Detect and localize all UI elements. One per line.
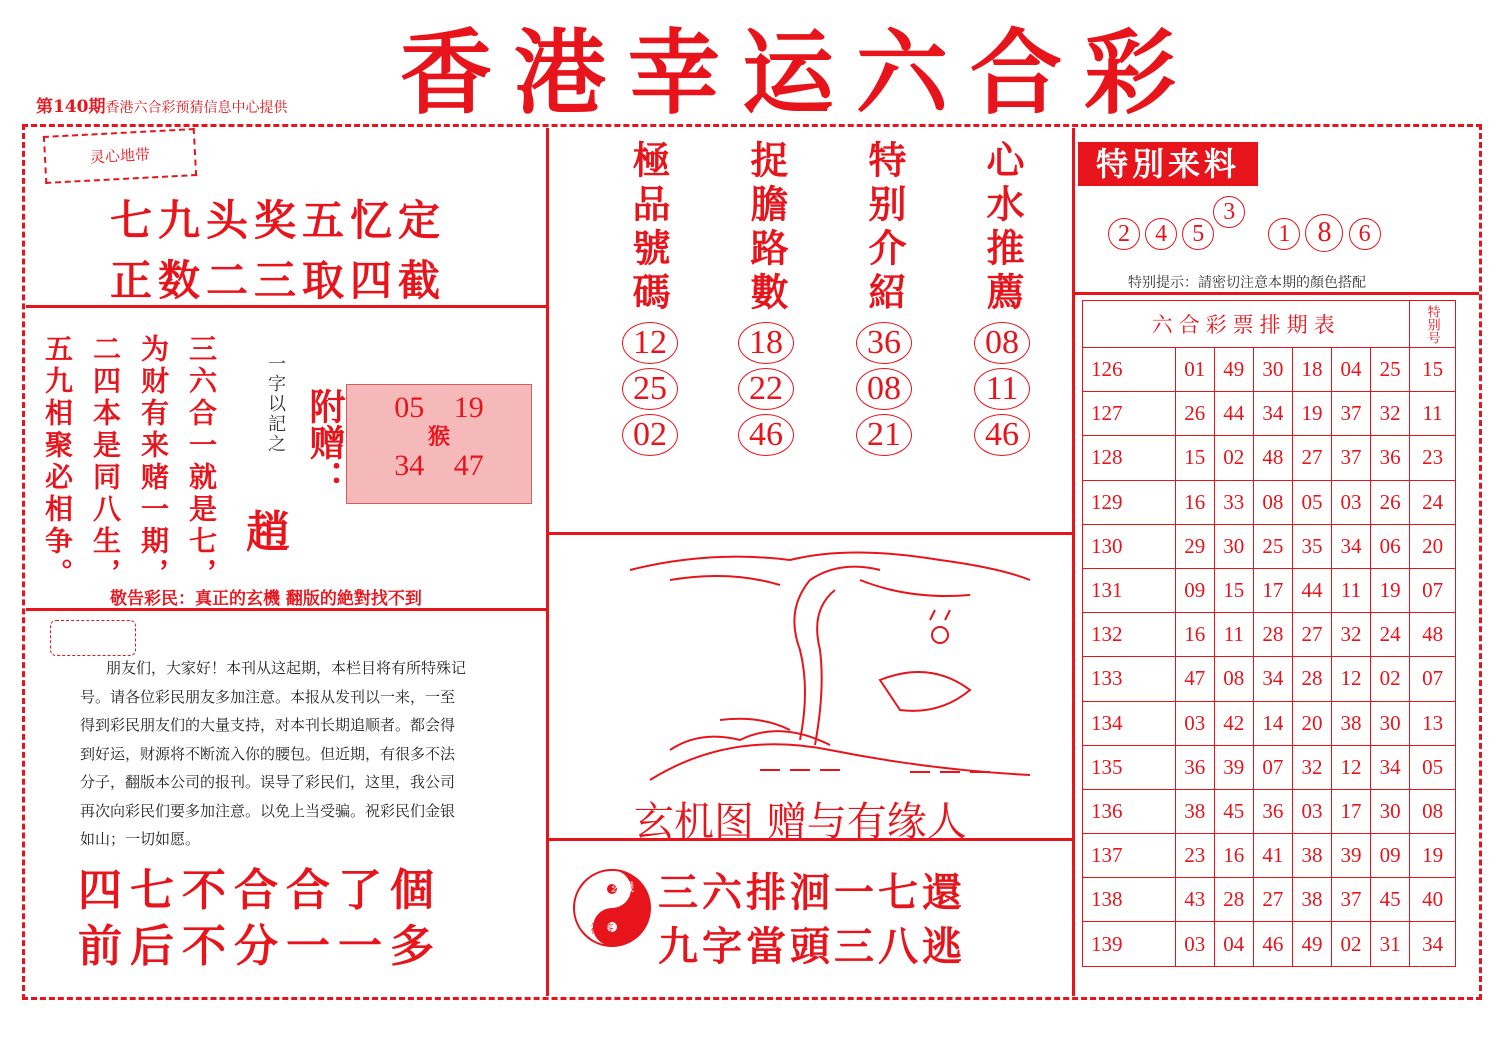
schedule-number: 31 — [1371, 922, 1410, 966]
schedule-number: 17 — [1253, 568, 1292, 612]
schedule-row — [1083, 745, 1456, 789]
notice-line-1: 朋友们，大家好！本刊从这起期，本栏目将有所特殊记 — [106, 659, 467, 677]
schedule-number: 38 — [1292, 834, 1331, 878]
schedule-number: 09 — [1371, 834, 1410, 878]
schedule-number: 25 — [1253, 524, 1292, 568]
schedule-header-row — [1083, 301, 1456, 348]
schedule-number: 43 — [1175, 878, 1214, 922]
schedule-row — [1083, 922, 1456, 966]
schedule-number: 03 — [1175, 922, 1214, 966]
schedule-number: 33 — [1214, 480, 1253, 524]
schedule-row — [1083, 348, 1456, 392]
schedule-row — [1083, 436, 1456, 480]
schedule-number: 30 — [1371, 789, 1410, 833]
schedule-number: 01 — [1175, 348, 1214, 392]
schedule-number: 14 — [1253, 701, 1292, 745]
issue-line — [36, 92, 288, 117]
gift-num-4: 47 — [453, 449, 484, 482]
yin-yang-top-label: 玄機 — [610, 880, 635, 894]
mystery-picture — [610, 540, 1050, 790]
schedule-issue: 129 — [1083, 480, 1176, 524]
special-title: 特別来料 — [1078, 142, 1258, 186]
schedule-number: 04 — [1332, 348, 1371, 392]
issue-provider: 香港六合彩预猜信息中心提供 — [105, 100, 288, 116]
schedule-special: 15 — [1410, 348, 1456, 392]
vertical-poem-col-2: 为财有来赌一期， — [137, 334, 170, 590]
schedule-row — [1083, 878, 1456, 922]
schedule-special: 24 — [1410, 480, 1456, 524]
notice-text — [80, 654, 520, 854]
column-1-number-2: 25 — [622, 368, 678, 410]
schedule-issue: 130 — [1083, 524, 1176, 568]
schedule-special: 11 — [1410, 392, 1456, 436]
schedule-number: 28 — [1253, 613, 1292, 657]
schedule-number: 06 — [1371, 524, 1410, 568]
schedule-special: 48 — [1410, 613, 1456, 657]
schedule-number: 41 — [1253, 834, 1292, 878]
schedule-number: 49 — [1292, 922, 1331, 966]
schedule-number: 02 — [1332, 922, 1371, 966]
schedule-row — [1083, 392, 1456, 436]
schedule-number: 16 — [1175, 480, 1214, 524]
schedule-number: 34 — [1253, 392, 1292, 436]
gift-char: 趙 — [246, 507, 290, 558]
gift-num-3: 34 — [394, 449, 425, 482]
schedule-number: 34 — [1253, 657, 1292, 701]
schedule-special: 40 — [1410, 878, 1456, 922]
notice-line-7: 如山；一切如愿。 — [80, 830, 201, 848]
schedule-special: 20 — [1410, 524, 1456, 568]
schedule-number: 32 — [1292, 745, 1331, 789]
schedule-number: 39 — [1214, 745, 1253, 789]
schedule-issue: 131 — [1083, 568, 1176, 612]
schedule-number: 37 — [1332, 392, 1371, 436]
gift-num-2: 19 — [453, 391, 484, 424]
schedule-number: 42 — [1214, 701, 1253, 745]
column-1-number-1: 12 — [622, 322, 678, 364]
schedule-number: 27 — [1292, 436, 1331, 480]
schedule-number: 18 — [1292, 348, 1331, 392]
schedule-number: 46 — [1253, 922, 1292, 966]
column-2-number-3: 46 — [738, 414, 794, 456]
schedule-number: 27 — [1253, 878, 1292, 922]
schedule-number: 37 — [1332, 878, 1371, 922]
yin-yang-bottom-label: 神签 — [590, 922, 615, 936]
gift-number-box — [346, 384, 532, 504]
special-hint: 特别提示：請密切注意本期的顏色搭配 — [1128, 275, 1366, 291]
schedule-number: 19 — [1371, 568, 1410, 612]
vertical-poem-col-4: 五九相聚必相争。 — [41, 334, 74, 590]
divider-left — [546, 128, 549, 996]
schedule-number: 34 — [1332, 524, 1371, 568]
schedule-number: 39 — [1332, 834, 1371, 878]
schedule-issue: 135 — [1083, 745, 1176, 789]
schedule-special: 19 — [1410, 834, 1456, 878]
schedule-special: 13 — [1410, 701, 1456, 745]
schedule-number: 26 — [1371, 480, 1410, 524]
column-4-title: 心水推薦 — [980, 140, 1025, 316]
schedule-number: 20 — [1292, 701, 1331, 745]
schedule-number: 30 — [1371, 701, 1410, 745]
warning-text: 敬告彩民：真正的玄機 翻版的絶對找不到 — [110, 589, 422, 609]
schedule-number: 15 — [1214, 568, 1253, 612]
schedule-issue: 133 — [1083, 657, 1176, 701]
page-title: 香港幸运六合彩 — [400, 19, 1199, 127]
gift-num-1: 05 — [394, 391, 425, 424]
schedule-issue: 128 — [1083, 436, 1176, 480]
schedule-number: 19 — [1292, 392, 1331, 436]
special-num-6: 8 — [1305, 214, 1343, 252]
vertical-poem-col-1: 三六合一就是七， — [185, 334, 218, 590]
schedule-special: 07 — [1410, 657, 1456, 701]
special-num-1: 2 — [1108, 218, 1140, 250]
vertical-poem-col-3: 二四本是同八生， — [89, 334, 122, 590]
top-left-poem-line-2: 正数二三取四截 — [110, 256, 447, 305]
schedule-row — [1083, 789, 1456, 833]
column-2-title: 捉膽路數 — [744, 140, 789, 316]
bottom-center-poem-line-1: 三六排洄一七還 — [658, 869, 966, 916]
schedule-number: 17 — [1332, 789, 1371, 833]
schedule-number: 38 — [1175, 789, 1214, 833]
special-num-2: 4 — [1145, 218, 1177, 250]
schedule-number: 03 — [1332, 480, 1371, 524]
schedule-number: 11 — [1332, 568, 1371, 612]
schedule-number: 38 — [1292, 878, 1331, 922]
schedule-issue: 126 — [1083, 348, 1176, 392]
schedule-number: 23 — [1175, 834, 1214, 878]
schedule-table — [1082, 300, 1456, 967]
schedule-title: 六合彩票排期表 — [1083, 301, 1410, 348]
schedule-issue: 139 — [1083, 922, 1176, 966]
schedule-number: 45 — [1371, 878, 1410, 922]
schedule-number: 08 — [1214, 657, 1253, 701]
special-num-3: 5 — [1182, 218, 1214, 250]
schedule-issue: 136 — [1083, 789, 1176, 833]
schedule-number: 12 — [1332, 745, 1371, 789]
schedule-row — [1083, 568, 1456, 612]
schedule-number: 28 — [1214, 878, 1253, 922]
schedule-number: 08 — [1253, 480, 1292, 524]
schedule-number: 44 — [1292, 568, 1331, 612]
special-num-5: 1 — [1268, 218, 1300, 250]
gift-label: 附赠： — [304, 388, 346, 496]
schedule-special: 05 — [1410, 745, 1456, 789]
schedule-number: 07 — [1253, 745, 1292, 789]
notice-line-3: 得到彩民朋友们的大量支持，对本刊长期追顺者。都会得 — [80, 716, 456, 734]
column-4-number-1: 08 — [974, 322, 1030, 364]
schedule-number: 11 — [1214, 613, 1253, 657]
column-4-number-3: 46 — [974, 414, 1030, 456]
schedule-issue: 134 — [1083, 701, 1176, 745]
schedule-number: 26 — [1175, 392, 1214, 436]
column-3-number-3: 21 — [856, 414, 912, 456]
schedule-number: 48 — [1253, 436, 1292, 480]
schedule-number: 02 — [1371, 657, 1410, 701]
schedule-number: 02 — [1214, 436, 1253, 480]
notice-stamp — [50, 620, 136, 656]
special-num-4: 3 — [1213, 196, 1245, 228]
schedule-row — [1083, 524, 1456, 568]
divider-right — [1072, 128, 1075, 996]
column-2-number-2: 22 — [738, 368, 794, 410]
schedule-number: 37 — [1332, 436, 1371, 480]
schedule-number: 44 — [1214, 392, 1253, 436]
schedule-number: 30 — [1253, 348, 1292, 392]
schedule-number: 35 — [1292, 524, 1331, 568]
schedule-special: 08 — [1410, 789, 1456, 833]
schedule-number: 04 — [1214, 922, 1253, 966]
schedule-issue: 137 — [1083, 834, 1176, 878]
schedule-number: 28 — [1292, 657, 1331, 701]
schedule-issue: 132 — [1083, 613, 1176, 657]
schedule-number: 34 — [1371, 745, 1410, 789]
schedule-special: 23 — [1410, 436, 1456, 480]
column-3-title: 特别介紹 — [862, 140, 907, 316]
notice-line-2: 号。请各位彩民朋友多加注意。本报从发刊以一来，一至 — [80, 687, 456, 706]
issue-number: 第140期 — [36, 97, 106, 117]
schedule-number: 29 — [1175, 524, 1214, 568]
schedule-number: 09 — [1175, 568, 1214, 612]
schedule-number: 05 — [1292, 480, 1331, 524]
schedule-issue: 138 — [1083, 878, 1176, 922]
column-4-number-2: 11 — [974, 368, 1030, 410]
schedule-number: 25 — [1371, 348, 1410, 392]
schedule-number: 49 — [1214, 348, 1253, 392]
schedule-number: 12 — [1332, 657, 1371, 701]
notice-line-5: 分子，翻版本公司的报刊。误导了彩民们，这里，我公司 — [80, 773, 456, 791]
schedule-number: 36 — [1253, 789, 1292, 833]
schedule-number: 45 — [1214, 789, 1253, 833]
divider-center-1 — [549, 532, 1072, 535]
special-numbers — [1108, 199, 1428, 252]
notice-line-4: 到好运，财源将不断流入你的腰包。但近期，有很多不法 — [80, 744, 456, 763]
bottom-left-poem-line-1: 四七不合合了個 — [78, 865, 442, 916]
top-left-poem-line-1: 七九头奖五忆定 — [110, 196, 447, 245]
special-num-7: 6 — [1349, 218, 1381, 250]
picture-caption: 玄机图 赠与有缘人 — [634, 799, 967, 845]
schedule-number: 30 — [1214, 524, 1253, 568]
schedule-number: 38 — [1332, 701, 1371, 745]
column-2-number-1: 18 — [738, 322, 794, 364]
gift-zodiac: 猴 — [427, 424, 450, 449]
schedule-row — [1083, 701, 1456, 745]
schedule-number: 03 — [1175, 701, 1214, 745]
divider-right-1 — [1075, 292, 1479, 295]
column-3-number-1: 36 — [856, 322, 912, 364]
schedule-number: 36 — [1371, 436, 1410, 480]
schedule-issue: 127 — [1083, 392, 1176, 436]
schedule-number: 32 — [1371, 392, 1410, 436]
schedule-row — [1083, 480, 1456, 524]
schedule-number: 32 — [1332, 613, 1371, 657]
schedule-special: 07 — [1410, 568, 1456, 612]
schedule-number: 24 — [1371, 613, 1410, 657]
column-1-title: 極品號碼 — [626, 140, 671, 316]
schedule-number: 27 — [1292, 613, 1331, 657]
stamp-badge: 灵心地带 — [43, 128, 197, 184]
schedule-number: 16 — [1175, 613, 1214, 657]
notice-line-6: 再次向彩民们要多加注意。以免上当受骗。祝彩民们金银 — [80, 801, 456, 820]
gift-side-text: 一字以記之 — [265, 354, 286, 454]
bottom-center-poem-line-2: 九字當頭三八逃 — [658, 923, 966, 970]
schedule-row — [1083, 613, 1456, 657]
schedule-row — [1083, 657, 1456, 701]
bottom-left-poem-line-2: 前后不分一一多 — [78, 921, 442, 972]
column-3-number-2: 08 — [856, 368, 912, 410]
schedule-row — [1083, 834, 1456, 878]
schedule-number: 36 — [1175, 745, 1214, 789]
schedule-number: 03 — [1292, 789, 1331, 833]
schedule-special-header: 特别号 — [1410, 301, 1456, 348]
schedule-number: 47 — [1175, 657, 1214, 701]
column-1-number-3: 02 — [622, 414, 678, 456]
schedule-special: 34 — [1410, 922, 1456, 966]
schedule-number: 16 — [1214, 834, 1253, 878]
schedule-number: 15 — [1175, 436, 1214, 480]
